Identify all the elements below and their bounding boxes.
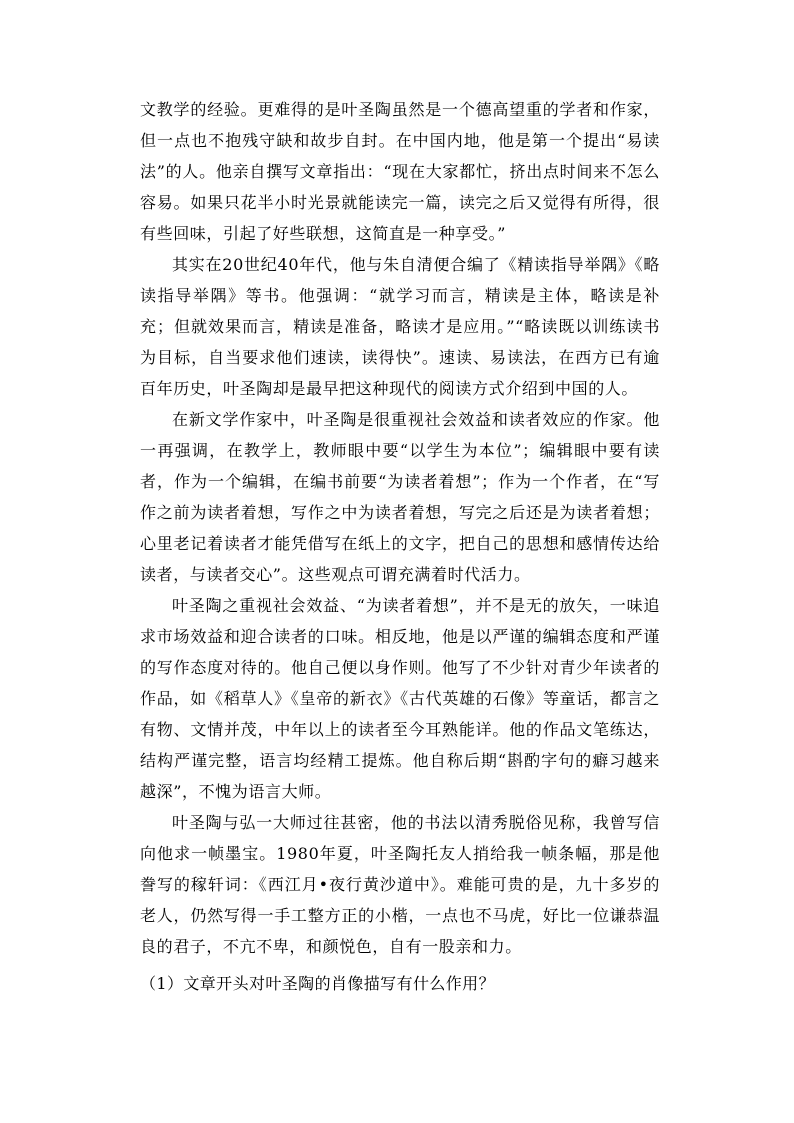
question-1: （1）文章开头对叶圣陶的肖像描写有什么作用？ <box>140 974 495 993</box>
paragraph-reading-method: 其实在20世纪40年代，他与朱自清便合编了《精读指导举隅》《略读指导举隅》等书。他强调：“就学习而言，精读是主体，略读是补充；但就效果而言，精读是准备，略读才是应用。”“略读既以训练读书为目标，自当要求他们速读，读得快”。速读、易读法，在西方已有逾百年历史，叶圣陶却是最早把这种现代的阅读方式介绍到中国的人。 <box>140 255 660 398</box>
paragraph-calligraphy: 叶圣陶与弘一大师过往甚密，他的书法以清秀脱俗见称，我曾写信向他求一帧墨宝。1980年夏，叶圣陶托友人捎给我一帧条幅，那是他誊写的稼轩词：《西江月•夜行黄沙道中》。难能可贵的是，九十多岁的老人，仍然写得一手工整方正的小楷，一点也不马虎，好比一位谦恭温良的君子，不亢不卑，和颜悦色，自有一股亲和力。 <box>140 813 660 956</box>
paragraph-continuation: 文教学的经验。更难得的是叶圣陶虽然是一个德高望重的学者和作家，但一点也不抱残守缺和故步自封。在中国内地，他是第一个提出“易读法”的人。他亲自撰写文章指出：“现在大家都忙，挤出点时间来不怎么容易。如果只花半小时光景就能读完一篇，读完之后又觉得有所得，很有些回味，引起了好些联想，这简直是一种享受。” <box>140 100 660 243</box>
paragraph-writing-attitude: 叶圣陶之重视社会效益、“为读者着想”，并不是无的放矢，一味追求市场效益和迎合读者的口味。相反地，他是以严谨的编辑态度和严谨的写作态度对待的。他自己便以身作则。他写了不少针对青少年读者的作品，如《稻草人》《皇帝的新衣》《古代英雄的石像》等童话，都言之有物、文情并茂，中年以上的读者至今耳熟能详。他的作品文笔练达，结构严谨完整，语言均经精工提炼。他自称后期“斟酌字句的癖习越来越深”，不愧为语言大师。 <box>140 596 660 801</box>
article-body <box>140 94 660 962</box>
paragraph-reader-focus: 在新文学作家中，叶圣陶是很重视社会效益和读者效应的作家。他一再强调，在教学上，教师眼中要“以学生为本位”；编辑眼中要有读者，作为一个编辑，在编书前要“为读者着想”；作为一个作者，在“写作之前为读者着想，写作之中为读者着想，写完之后还是为读者着想；心里老记着读者才能凭借写在纸上的文字，把自己的思想和感情传达给读者，与读者交心”。这些观点可谓充满着时代活力。 <box>140 410 660 584</box>
